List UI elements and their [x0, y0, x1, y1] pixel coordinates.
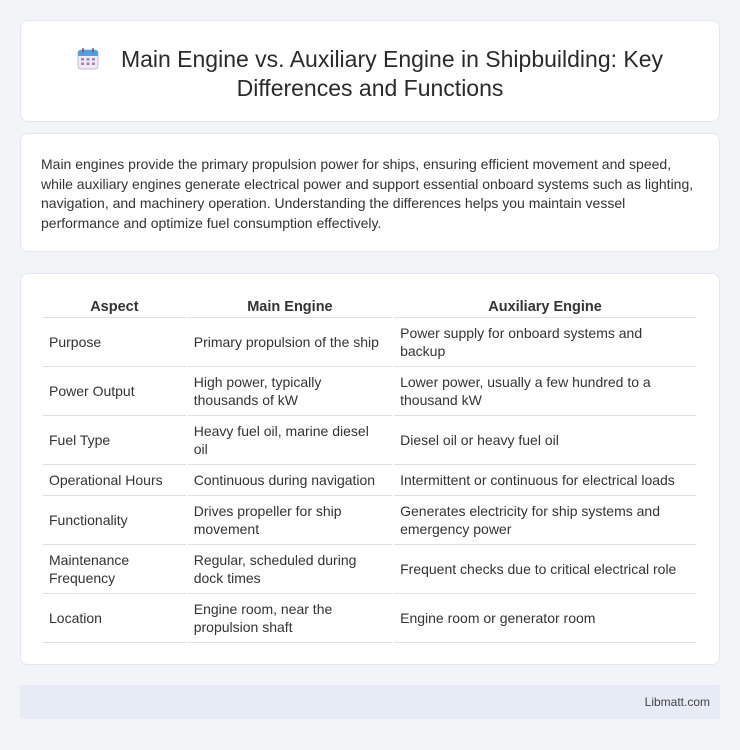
- title-card: [20, 20, 720, 122]
- calendar-icon: [77, 48, 99, 70]
- table-row: [43, 545, 696, 594]
- cell-aspect: Fuel Type: [43, 416, 186, 465]
- cell-auxiliary-engine: Diesel oil or heavy fuel oil: [394, 416, 696, 465]
- table-row: [43, 465, 696, 496]
- page-title: [61, 45, 679, 103]
- cell-aspect: Location: [43, 594, 186, 643]
- footer-site-link[interactable]: Libmatt.com: [644, 695, 710, 709]
- cell-main-engine: Regular, scheduled during dock times: [188, 545, 392, 594]
- cell-auxiliary-engine: Lower power, usually a few hundred to a thousand kW: [394, 367, 696, 416]
- table-header-row: [43, 296, 696, 318]
- comparison-table: [41, 296, 698, 643]
- title-text: Main Engine vs. Auxiliary Engine in Shipbuilding: Key Differences and Functions: [120, 46, 664, 101]
- cell-main-engine: Engine room, near the propulsion shaft: [188, 594, 392, 643]
- table-card: [20, 273, 720, 665]
- table-row: [43, 318, 696, 367]
- cell-auxiliary-engine: Frequent checks due to critical electrical role: [394, 545, 696, 594]
- cell-auxiliary-engine: Intermittent or continuous for electrical loads: [394, 465, 696, 496]
- cell-aspect: Power Output: [43, 367, 186, 416]
- cell-main-engine: Heavy fuel oil, marine diesel oil: [188, 416, 392, 465]
- cell-main-engine: Continuous during navigation: [188, 465, 392, 496]
- cell-auxiliary-engine: Power supply for onboard systems and backup: [394, 318, 696, 367]
- table-row: [43, 496, 696, 545]
- footer-bar: [20, 685, 720, 719]
- header-aspect: Aspect: [43, 296, 186, 318]
- cell-aspect: Maintenance Frequency: [43, 545, 186, 594]
- cell-auxiliary-engine: Generates electricity for ship systems and emergency power: [394, 496, 696, 545]
- cell-main-engine: Drives propeller for ship movement: [188, 496, 392, 545]
- table-row: [43, 594, 696, 643]
- intro-card: [20, 133, 720, 252]
- cell-main-engine: High power, typically thousands of kW: [188, 367, 392, 416]
- header-main-engine: Main Engine: [188, 296, 392, 318]
- cell-aspect: Operational Hours: [43, 465, 186, 496]
- cell-aspect: Purpose: [43, 318, 186, 367]
- cell-auxiliary-engine: Engine room or generator room: [394, 594, 696, 643]
- title-wrap: [21, 45, 719, 103]
- intro-paragraph: Main engines provide the primary propulsion power for ships, ensuring efficient movement and speed, while auxiliary engines generate electrical power and support essential onboard systems such as lighting, navigation, and machinery operation. Understanding the differences helps you maintain vessel performance and optimize fuel consumption effectively.: [41, 156, 694, 231]
- table-row: [43, 416, 696, 465]
- table-row: [43, 367, 696, 416]
- cell-aspect: Functionality: [43, 496, 186, 545]
- header-auxiliary-engine: Auxiliary Engine: [394, 296, 696, 318]
- cell-main-engine: Primary propulsion of the ship: [188, 318, 392, 367]
